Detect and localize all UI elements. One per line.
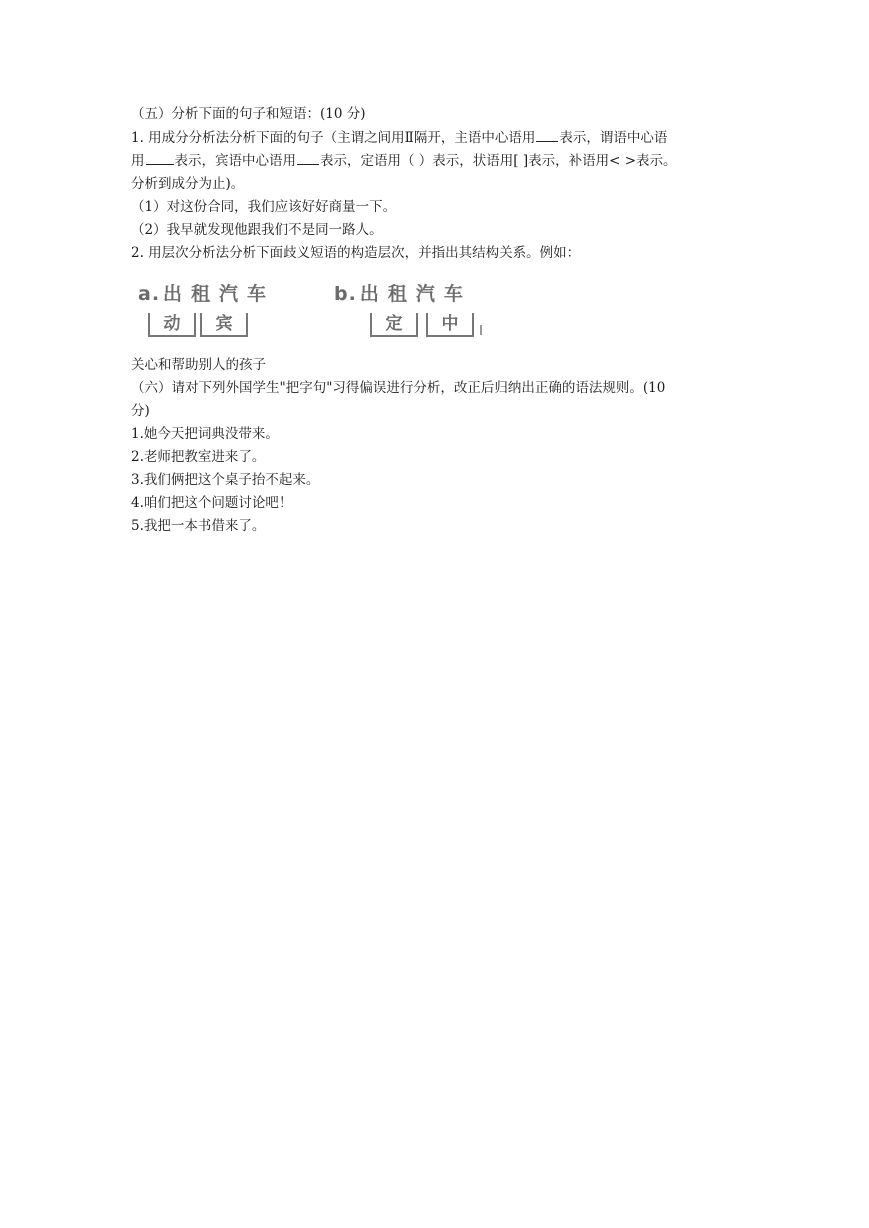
question-2: 2. 用层次分析法分析下面歧义短语的构造层次，并指出其结构关系。例如： [131,245,581,261]
question-1-text-cont: 表示，谓语中心语 [559,130,668,146]
question-1-line-3: 分析到成分为止)。 [131,176,245,192]
list-item: 4.咱们把这个问题讨论吧！ [131,495,293,511]
question-1-line-2 [131,150,741,173]
example-a-chars: 出租汽车 [163,283,276,305]
example-b-tick [480,325,482,335]
section5-title: （五）分析下面的句子和短语：(10 分) [131,106,366,122]
sentence-1: （1）对这份合同，我们应该好好商量一下。 [131,199,397,215]
example-b-left-bracket: 定 [370,313,418,337]
question-1-text: 1. 用成分分析法分析下面的句子（主谓之间用Ⅱ隔开，主语中心语用 [131,130,536,146]
list-item: 5.我把一本书借来了。 [131,518,266,534]
example-b-phrase [334,279,472,306]
example-a-label: a. [138,283,161,305]
example-a-left-bracket: 动 [148,313,196,337]
example-a-phrase [138,279,275,306]
list-item: 1.她今天把词典没带来。 [131,426,279,442]
question-1-text-5: 表示，定语用（ ）表示，状语用[ ]表示，补语用< >表示。 [320,153,677,169]
object-blank [297,150,319,165]
section6-title-line-1: （六）请对下列外国学生"把字句"习得偏误进行分析，改正后归纳出正确的语法规则。(10 [131,380,666,396]
example-b-right-bracket: 中 [426,313,474,337]
list-item: 3.我们俩把这个桌子抬不起来。 [131,472,320,488]
question-1-line-1 [131,127,741,150]
example-a-right-bracket: 宾 [200,313,248,337]
example-a-figure [138,275,288,343]
predicate-blank [146,150,174,165]
example-b-chars: 出租汽车 [359,283,472,305]
list-item: 2.老师把教室进来了。 [131,449,266,465]
subject-blank [536,127,558,142]
section6-title-line-2: 分) [131,403,150,419]
question-1-text-3: 用 [131,153,145,169]
sentence-2: （2）我早就发现他跟我们不是同一路人。 [131,222,383,238]
example-b-label: b. [334,283,357,305]
phrase-to-analyze: 关心和帮助别人的孩子 [131,357,266,373]
example-b-figure [334,275,494,343]
question-1-text-4: 表示，宾语中心语用 [174,153,296,169]
